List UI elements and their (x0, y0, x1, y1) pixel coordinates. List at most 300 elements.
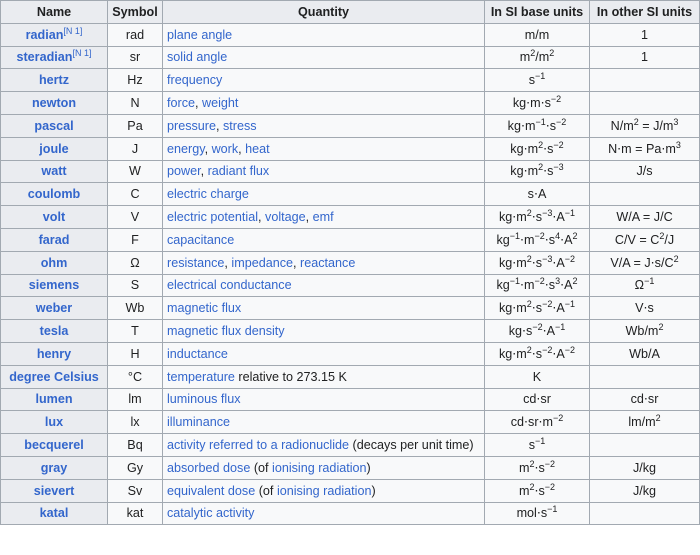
base-unit-text: ⋅s (545, 118, 557, 133)
base-unit-exponent: 2 (526, 253, 532, 264)
other-unit-exponent: 3 (673, 116, 679, 127)
si-base-units-cell (485, 274, 590, 297)
base-unit-exponent: 2 (538, 139, 544, 150)
table-row (1, 46, 700, 69)
unit-symbol: H (108, 342, 163, 365)
other-unit-text: J/s (636, 164, 653, 179)
quantity-link[interactable]: absorbed dose (167, 460, 251, 475)
si-base-units-cell (485, 46, 590, 69)
other-unit-text: lm/m (628, 415, 656, 430)
unit-name-link[interactable]: hertz (38, 73, 70, 88)
base-unit-text: ⋅m (520, 278, 535, 293)
base-unit-exponent: 2 (526, 344, 532, 355)
base-unit-text: kg⋅s (508, 324, 533, 339)
unit-symbol: °C (108, 365, 163, 388)
base-unit-exponent: −2 (550, 94, 562, 105)
base-unit-text: ⋅s (543, 141, 554, 156)
si-base-units-cell (485, 137, 590, 160)
quantity-cell (163, 434, 485, 457)
quantity-link[interactable]: activity referred to a radionuclide (167, 438, 350, 453)
base-unit-exponent: 3 (555, 276, 561, 287)
quantity-cell (163, 69, 485, 92)
base-unit-exponent: −1 (535, 116, 546, 127)
base-unit-exponent: −3 (553, 162, 564, 173)
unit-name-link[interactable]: weber (35, 301, 73, 316)
quantity-text: relative to 273.15 K (234, 369, 347, 384)
other-unit-text: 1 (640, 27, 648, 42)
quantity-link[interactable]: ionising radiation (276, 483, 372, 498)
table-row (1, 388, 700, 411)
unit-symbol: rad (108, 23, 163, 46)
header-symbol[interactable]: Symbol (108, 1, 163, 24)
base-unit-text: kg⋅m (498, 210, 527, 225)
table-row (1, 183, 700, 206)
unit-name-cell (1, 434, 108, 457)
base-unit-exponent: 2 (549, 48, 555, 59)
base-unit-exponent: −2 (553, 413, 564, 424)
base-unit-text: ⋅s (534, 483, 545, 498)
other-si-units-cell (590, 251, 700, 274)
unit-name-link[interactable]: steradian (16, 50, 73, 65)
unit-symbol: Ω (108, 251, 163, 274)
quantity-cell (163, 46, 485, 69)
quantity-link[interactable]: plane angle (167, 27, 233, 42)
unit-name-link[interactable]: joule (39, 141, 69, 156)
table-row (1, 114, 700, 137)
quantity-link[interactable]: illuminance (167, 415, 230, 430)
unit-name-cell (1, 92, 108, 115)
quantity-link[interactable]: magnetic flux (167, 301, 242, 316)
other-si-units-cell (590, 456, 700, 479)
quantity-cell (163, 502, 485, 525)
header-other-si-units[interactable]: In other SI units (590, 1, 700, 24)
other-si-units-cell (590, 206, 700, 229)
unit-name-cell (1, 251, 108, 274)
quantity-link[interactable]: luminous flux (167, 392, 241, 407)
unit-name-cell (1, 342, 108, 365)
other-si-units-cell (590, 183, 700, 206)
base-unit-text: ⋅A (552, 255, 565, 270)
quantity-cell (163, 456, 485, 479)
other-unit-text: cd⋅sr (630, 392, 659, 407)
quantity-link[interactable]: electric charge (167, 187, 249, 202)
base-unit-exponent: 2 (572, 276, 578, 287)
si-base-units-cell (485, 456, 590, 479)
quantity-link[interactable]: inductance (167, 346, 228, 361)
unit-name-cell (1, 228, 108, 251)
unit-symbol: Pa (108, 114, 163, 137)
unit-symbol: W (108, 160, 163, 183)
unit-symbol: lx (108, 411, 163, 434)
quantity-text: (decays per unit time) (349, 438, 474, 453)
base-unit-exponent: −1 (547, 504, 558, 515)
base-unit-text: s (528, 438, 536, 453)
base-unit-exponent: −3 (542, 208, 553, 219)
other-si-units-cell (590, 365, 700, 388)
other-unit-text: = J/m (638, 118, 674, 133)
quantity-text: , (238, 141, 246, 156)
other-si-units-cell (590, 479, 700, 502)
unit-symbol: Wb (108, 297, 163, 320)
quantity-link[interactable]: emf (312, 210, 334, 225)
base-unit-text: mol⋅s (516, 506, 548, 521)
base-unit-text: ⋅s (531, 346, 543, 361)
si-base-units-cell (485, 411, 590, 434)
unit-symbol: T (108, 320, 163, 343)
table-row (1, 160, 700, 183)
quantity-link[interactable]: solid angle (167, 50, 228, 65)
header-name[interactable]: Name (1, 1, 108, 24)
unit-symbol: Sv (108, 479, 163, 502)
quantity-link[interactable]: electric potential (167, 210, 259, 225)
quantity-text: , (204, 141, 212, 156)
unit-name-cell (1, 320, 108, 343)
table-row (1, 411, 700, 434)
table-row (1, 69, 700, 92)
si-base-units-cell (485, 183, 590, 206)
unit-name-cell (1, 160, 108, 183)
other-si-units-cell (590, 274, 700, 297)
quantity-link[interactable]: capacitance (167, 232, 235, 247)
table-row (1, 251, 700, 274)
si-base-units-cell (485, 69, 590, 92)
base-unit-exponent: −2 (532, 322, 543, 333)
quantity-cell (163, 479, 485, 502)
unit-name-link[interactable]: henry (36, 346, 72, 361)
other-unit-exponent: 3 (675, 139, 681, 150)
base-unit-exponent: 2 (526, 208, 532, 219)
table-row (1, 274, 700, 297)
unit-name-link[interactable]: lux (44, 415, 64, 430)
unit-name-cell (1, 69, 108, 92)
table-row (1, 456, 700, 479)
unit-name-link[interactable]: ohm (40, 255, 68, 270)
unit-symbol: Bq (108, 434, 163, 457)
si-base-units-cell (485, 160, 590, 183)
base-unit-text: kg⋅m (510, 164, 539, 179)
quantity-cell (163, 411, 485, 434)
quantity-link[interactable]: catalytic activity (167, 506, 255, 521)
base-unit-exponent: −1 (509, 230, 521, 241)
header-row (1, 1, 700, 24)
base-unit-text: ⋅s (531, 255, 543, 270)
other-si-units-cell (590, 114, 700, 137)
base-unit-exponent: 2 (529, 481, 535, 492)
footnote-reference[interactable]: [N 1] (72, 48, 92, 59)
base-unit-exponent: −2 (544, 458, 556, 469)
unit-name-cell (1, 411, 108, 434)
other-si-units-cell (590, 297, 700, 320)
base-unit-text: /m (535, 50, 550, 65)
quantity-text: , (224, 255, 232, 270)
unit-symbol: Gy (108, 456, 163, 479)
base-unit-exponent: −1 (564, 208, 576, 219)
other-si-units-cell (590, 23, 700, 46)
quantity-cell (163, 228, 485, 251)
unit-name-cell (1, 114, 108, 137)
base-unit-exponent: −1 (535, 71, 546, 82)
unit-name-cell (1, 274, 108, 297)
quantity-cell (163, 365, 485, 388)
quantity-link[interactable]: voltage (265, 210, 306, 225)
unit-name-link[interactable]: newton (31, 96, 77, 111)
base-unit-text: kg (496, 278, 510, 293)
base-unit-text: m (518, 483, 530, 498)
unit-symbol: C (108, 183, 163, 206)
quantity-text: ) (371, 483, 376, 498)
unit-name-link[interactable]: pascal (34, 118, 74, 133)
quantity-cell (163, 342, 485, 365)
base-unit-exponent: −2 (542, 299, 553, 310)
quantity-link[interactable]: temperature (167, 369, 235, 384)
table-row (1, 320, 700, 343)
table-row (1, 342, 700, 365)
quantity-link[interactable]: reactance (300, 255, 356, 270)
base-unit-exponent: −1 (535, 436, 546, 447)
base-unit-text: ⋅A (560, 232, 573, 247)
base-unit-text: ⋅m (520, 232, 535, 247)
base-unit-text: m (518, 460, 530, 475)
unit-name-cell (1, 365, 108, 388)
other-si-units-cell (590, 411, 700, 434)
base-unit-text: ⋅s (531, 210, 543, 225)
si-base-units-cell (485, 434, 590, 457)
other-si-units-cell (590, 69, 700, 92)
base-unit-text: ⋅s (543, 164, 554, 179)
quantity-cell (163, 206, 485, 229)
base-unit-exponent: −2 (534, 276, 545, 287)
base-unit-text: kg⋅m (507, 118, 536, 133)
other-unit-text: N/m (610, 118, 634, 133)
quantity-link[interactable]: force (167, 96, 195, 111)
unit-symbol: sr (108, 46, 163, 69)
quantity-text: , (216, 118, 223, 133)
quantity-text: (of (250, 460, 273, 475)
other-unit-exponent: 2 (655, 413, 661, 424)
base-unit-exponent: 2 (529, 458, 535, 469)
quantity-link[interactable]: work (211, 141, 239, 156)
base-unit-exponent: 4 (555, 230, 561, 241)
unit-name-cell (1, 388, 108, 411)
base-unit-exponent: −2 (553, 139, 564, 150)
unit-name-cell (1, 46, 108, 69)
unit-symbol: S (108, 274, 163, 297)
quantity-link[interactable]: power (167, 164, 201, 179)
base-unit-exponent: 2 (572, 230, 578, 241)
other-unit-text: C/V = C (614, 232, 660, 247)
base-unit-exponent: −2 (544, 481, 556, 492)
unit-name-link[interactable]: gray (40, 460, 68, 475)
other-si-units-cell (590, 342, 700, 365)
quantity-cell (163, 320, 485, 343)
quantity-link[interactable]: pressure (167, 118, 216, 133)
base-unit-text: K (532, 369, 542, 384)
si-base-units-cell (485, 320, 590, 343)
other-unit-text: Wb/m (625, 324, 659, 339)
other-unit-text: Wb/A (629, 346, 660, 361)
unit-name-cell (1, 183, 108, 206)
unit-symbol: lm (108, 388, 163, 411)
base-unit-text: ⋅s (544, 232, 556, 247)
quantity-link[interactable]: magnetic flux density (167, 324, 285, 339)
base-unit-exponent: −1 (564, 299, 576, 310)
other-si-units-cell (590, 388, 700, 411)
quantity-link[interactable]: energy (167, 141, 205, 156)
other-si-units-cell (590, 228, 700, 251)
unit-name-link[interactable]: farad (38, 232, 70, 247)
base-unit-text: cd⋅sr⋅m (510, 415, 554, 430)
quantity-cell (163, 297, 485, 320)
quantity-cell (163, 137, 485, 160)
quantity-text: , (305, 210, 313, 225)
quantity-cell (163, 251, 485, 274)
other-si-units-cell (590, 320, 700, 343)
other-unit-text: V/A = J⋅s/C (610, 255, 674, 270)
footnote-reference[interactable]: [N 1] (63, 25, 83, 36)
si-base-units-cell (485, 479, 590, 502)
other-unit-text: N⋅m = Pa⋅m (608, 141, 676, 156)
other-unit-text: V⋅s (635, 301, 654, 316)
base-unit-text: ⋅A (552, 346, 565, 361)
other-unit-text: Ω (634, 278, 645, 293)
si-base-units-cell (485, 114, 590, 137)
si-base-units-cell (485, 251, 590, 274)
quantity-link[interactable]: radiant flux (207, 164, 270, 179)
quantity-text: (of (255, 483, 277, 498)
unit-name-link[interactable]: siemens (28, 278, 80, 293)
unit-name-cell (1, 502, 108, 525)
base-unit-exponent: −1 (555, 322, 566, 333)
si-base-units-cell (485, 297, 590, 320)
other-si-units-cell (590, 160, 700, 183)
quantity-link[interactable]: heat (245, 141, 270, 156)
other-unit-text: 1 (640, 50, 648, 65)
si-base-units-cell (485, 388, 590, 411)
unit-name-link[interactable]: sievert (33, 483, 75, 498)
quantity-link[interactable]: electrical conductance (167, 278, 292, 293)
si-base-units-cell (485, 228, 590, 251)
quantity-link[interactable]: resistance (167, 255, 225, 270)
unit-name-link[interactable]: katal (39, 506, 69, 521)
quantity-text: , (195, 96, 202, 111)
quantity-link[interactable]: impedance (231, 255, 294, 270)
unit-name-link[interactable]: lumen (35, 392, 73, 407)
base-unit-exponent: 2 (538, 162, 544, 173)
other-unit-text: /J (664, 232, 675, 247)
quantity-text: , (258, 210, 266, 225)
other-si-units-cell (590, 137, 700, 160)
unit-symbol: Hz (108, 69, 163, 92)
unit-name-cell (1, 206, 108, 229)
base-unit-text: kg⋅m⋅s (512, 96, 551, 111)
quantity-cell (163, 160, 485, 183)
other-unit-exponent: 2 (659, 230, 665, 241)
base-unit-text: ⋅A (552, 301, 565, 316)
unit-name-cell (1, 297, 108, 320)
unit-name-link[interactable]: coulomb (27, 187, 81, 202)
quantity-link[interactable]: equivalent dose (167, 483, 256, 498)
table-row (1, 479, 700, 502)
unit-name-link[interactable]: degree Celsius (9, 369, 99, 384)
base-unit-text: m/m (524, 27, 550, 42)
other-si-units-cell (590, 502, 700, 525)
table-row (1, 502, 700, 525)
unit-name-cell (1, 23, 108, 46)
table-row (1, 228, 700, 251)
base-unit-exponent: 2 (526, 299, 532, 310)
unit-name-link[interactable]: volt (42, 210, 66, 225)
unit-name-cell (1, 456, 108, 479)
unit-name-link[interactable]: tesla (39, 324, 69, 339)
unit-name-cell (1, 479, 108, 502)
table-row (1, 206, 700, 229)
base-unit-text: kg (496, 232, 510, 247)
base-unit-exponent: 2 (530, 48, 536, 59)
quantity-link[interactable]: frequency (167, 73, 223, 88)
quantity-link[interactable]: stress (223, 118, 257, 133)
header-si-base-units[interactable]: In SI base units (485, 1, 590, 24)
unit-name-link[interactable]: becquerel (24, 438, 84, 453)
base-unit-text: ⋅A (542, 324, 555, 339)
base-unit-text: kg⋅m (498, 255, 527, 270)
quantity-link[interactable]: weight (202, 96, 239, 111)
other-unit-text: J/kg (632, 483, 657, 498)
table-row (1, 23, 700, 46)
unit-name-cell (1, 137, 108, 160)
quantity-text: ) (366, 460, 371, 475)
base-unit-text: ⋅A (560, 278, 573, 293)
table-row (1, 365, 700, 388)
quantity-cell (163, 183, 485, 206)
other-unit-exponent: 2 (658, 322, 664, 333)
base-unit-exponent: −2 (556, 116, 567, 127)
base-unit-exponent: −2 (564, 253, 576, 264)
header-quantity[interactable]: Quantity (163, 1, 485, 24)
quantity-cell (163, 388, 485, 411)
quantity-link[interactable]: ionising radiation (272, 460, 367, 475)
other-unit-exponent: 2 (673, 253, 679, 264)
base-unit-exponent: −2 (564, 344, 576, 355)
quantity-cell (163, 92, 485, 115)
quantity-text: , (293, 255, 301, 270)
base-unit-text: kg⋅m (498, 301, 527, 316)
table-row (1, 137, 700, 160)
base-unit-exponent: −2 (542, 344, 553, 355)
table-row (1, 434, 700, 457)
base-unit-text: m (519, 50, 531, 65)
unit-name-link[interactable]: radian (25, 27, 64, 42)
si-base-units-cell (485, 365, 590, 388)
unit-symbol: V (108, 206, 163, 229)
unit-name-link[interactable]: watt (41, 164, 67, 179)
other-si-units-cell (590, 434, 700, 457)
si-base-units-cell (485, 206, 590, 229)
base-unit-exponent: −2 (534, 230, 545, 241)
si-base-units-cell (485, 502, 590, 525)
table-row (1, 297, 700, 320)
si-base-units-cell (485, 92, 590, 115)
base-unit-exponent: −1 (509, 276, 521, 287)
table-row (1, 92, 700, 115)
base-unit-text: ⋅s (534, 460, 545, 475)
si-base-units-cell (485, 23, 590, 46)
quantity-cell (163, 274, 485, 297)
unit-symbol: kat (108, 502, 163, 525)
unit-symbol: F (108, 228, 163, 251)
other-si-units-cell (590, 92, 700, 115)
unit-symbol: J (108, 137, 163, 160)
base-unit-text: cd⋅sr (523, 392, 551, 407)
